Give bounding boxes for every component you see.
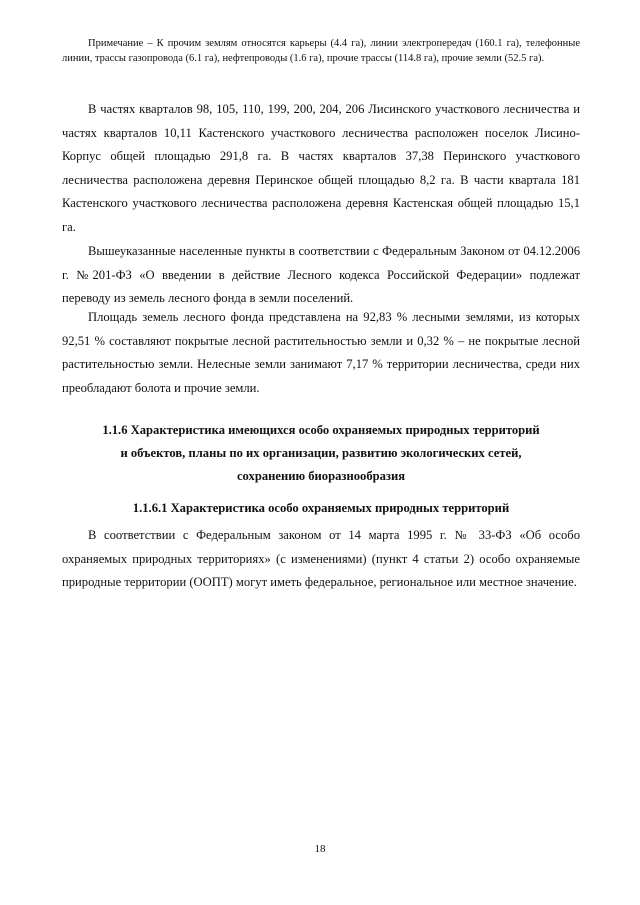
paragraph-federal-law: Вышеуказанные населенные пункты в соответствии с Федеральным Законом от 04.12.2006 г. №201-ФЗ «О введении в действие Лесного кодекса Российской Федерации» подлежат переводу из земель лесного фонда в земли поселений. bbox=[62, 244, 580, 306]
subsection-heading: 1.1.6.1 Характеристика особо охраняемых природных территорий bbox=[132, 501, 510, 515]
section-heading-line-3: сохранению биоразнообразия bbox=[236, 469, 406, 483]
paragraph-settlements: В частях кварталов 98, 105, 110, 199, 200, 204, 206 Лисинского участкового лесничества и частях кварталов 10,11 Кастенского участкового лесничества расположен поселок Лисино-Корпус общей площадью 291,8 га. В частях кварталов 37,38 Перинского участкового лесничества расположена деревня Перинское общей площадью 8,2 га. В части квартала 181 Кастенского участкового лесничества расположена деревня Кастенская общей площадью 15,1 га. bbox=[62, 102, 580, 234]
paragraph-oopt: В соответствии с Федеральным законом от 14 марта 1995 г. № 33-ФЗ «Об особо охраняемых природных территориях» (с изменениями) (пункт 4 статьи 2) особо охраняемые природные территории (ООПТ) могут иметь федеральное, региональное или местное значение. bbox=[62, 528, 580, 590]
section-heading-line-1: 1.1.6 Характеристика имеющихся особо охраняемых природных территорий bbox=[102, 423, 540, 437]
section-heading-line-2: и объектов, планы по их организации, развитию экологических сетей, bbox=[120, 446, 522, 460]
page-number: 18 bbox=[314, 843, 326, 855]
paragraph-land-area: Площадь земель лесного фонда представлена на 92,83 % лесными землями, из которых 92,51 % составляют покрытые лесной растительностью земли и 0,32 % – не покрытые лесной растительностью земли. Нелесные земли занимают 7,17 % территории лесничества, среди них преобладают болота и прочие земли. bbox=[62, 310, 580, 395]
footnote-note: Примечание – К прочим землям относятся карьеры (4.4 га), линии электропередач (160.1 га), телефонные линии, трассы газопровода (6.1 га), нефтепроводы (1.6 га), прочие трассы (114.8 га), прочие земли (52.5 га). bbox=[62, 38, 580, 64]
